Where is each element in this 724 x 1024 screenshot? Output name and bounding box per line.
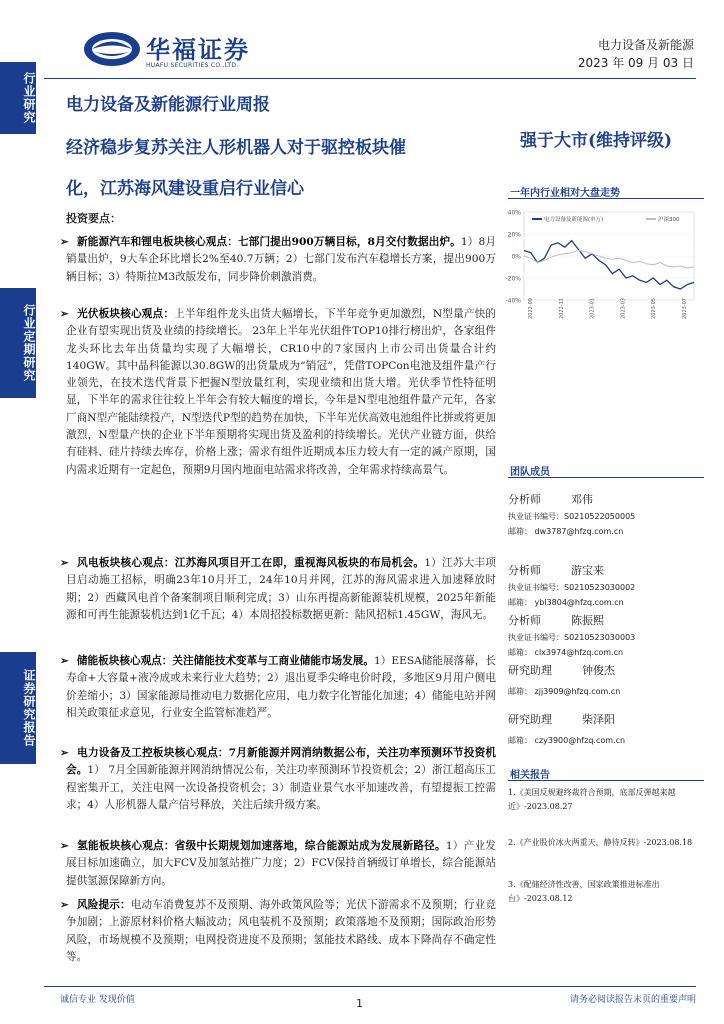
- related-report-item[interactable]: 3.《配储经济性改善，国家政策推进标准出台》-2023.08.12: [508, 880, 660, 903]
- chart-ytick-label: 40%: [507, 209, 521, 217]
- chart-ytick-label: 20%: [507, 231, 521, 239]
- member-role: 分析师: [508, 564, 541, 577]
- rating-badge: 强于大市(维持评级): [520, 131, 673, 151]
- chart-xtick-label: 2022-09: [528, 298, 534, 319]
- team-member: [508, 612, 698, 658]
- paragraph-body: 1） 7月全国新能源并网消纳情况公布，关注功率预测环节投资机会；2）浙江超高压工程密集开工，关注电网一次设备投资机会；3）制造业景气水平加速改善，有望提振工控需求；4）人形机器人量产信号释放，关注后续升级方案。: [66, 764, 497, 811]
- chart-series-line: [524, 251, 694, 269]
- chart-ytick-label: -20%: [505, 275, 521, 283]
- member-email[interactable]: 邮箱： dw3787@hfzq.com.cn: [508, 527, 624, 536]
- footer-disclaimer: 请务必阅读报告末页的重要声明: [569, 995, 696, 1005]
- header-industry: 电力设备及新能源: [597, 38, 694, 52]
- member-name: 游宝来: [571, 564, 604, 577]
- paragraph-body: 1）产业发展目标加速确立，加大FCV及加氢站推广力度；2）FCV保持首辆级订单增长，综合能源站提供氢源保障新方向。: [66, 840, 496, 887]
- related-report-item[interactable]: 2.《产业股价冰火两重天，静待反转》-2023.08.18: [508, 838, 693, 847]
- paragraph-body: 1）8月销量出炉，9大车企环比增长2%至40.7万辆；2）七部门发布汽车稳增长方案，提出900万辆目标；3）特斯拉M3改版发布，同步降价刺激消费。: [66, 236, 497, 283]
- team-member: [508, 491, 698, 537]
- member-name: 钟俊杰: [582, 664, 615, 677]
- footer-divider: [44, 986, 696, 987]
- team-member: [508, 562, 698, 608]
- paragraph-body: 上半年组件龙头出货大幅增长，下半年竞争更加激烈，N型量产快的企业有望实现出货及业绩的持续增长。 23年上半年光伏组件TOP10排行榜出炉，各家组件龙头环比去年出货量均实现了大幅增长，CR10中的7家国内上市公司出货量合计约140GW。其中晶科能源以30.8GW的出货量成为“销冠”，凭借TOPCon电池及组件量产行业领先，在技术迭代背景下把握N型放量红利，实现业绩和出货大增。光伏季节性特征明显，下半年的需求往往较上半年会有较大幅度的增长，今年是N型电池组件量产元年，各家厂商N型产能陆续投产，N型迭代P型的趋势在加快，下半年光伏高效电池组件比拼或将更加激烈，N型量产快的企业下半年预期将实现出货及盈利的持续增长。光伏产业链方面，供给有硅料、硅片持续去库存，价格上涨；需求有组件近期成本压力较大有一定的减产原期，国内需求近期有一定起色，预期9月国内地面电站需求将改善，全年需求持续高景气。: [66, 308, 496, 476]
- chart-xtick-label: 2022-11: [558, 298, 565, 319]
- chart-series-line: [524, 241, 694, 289]
- logo-name: 华福证券: [146, 36, 250, 64]
- member-email[interactable]: 邮箱： ybl3804@hfzq.com.cn: [508, 598, 624, 607]
- page-number: 1: [356, 997, 363, 1010]
- related-reports-divider: [508, 780, 704, 781]
- paragraph-pv: [60, 306, 496, 479]
- member-name: 陈振熙: [571, 614, 604, 627]
- member-name: 邓伟: [571, 493, 593, 506]
- chart-ytick-label: 0%: [511, 253, 521, 261]
- paragraph-body: 1）EESA储能展落幕，长寿命+大容量+液冷成或未来行业大趋势；2）退出夏季尖峰电价时段，多地区9月用户侧电价差缩小；3）国家能源局推动电力数据化应用，电力数字化智能化加速；4）储能电站并网相关政策征求意见，行业安全监管标准趋严。: [66, 655, 496, 719]
- arrow-icon: ➢: [60, 840, 69, 852]
- paragraph-lead: 氢能板块核心观点：省级中长期规划加速落地，综合能源站成为发展新路径。: [76, 840, 446, 852]
- report-subtitle-line2: 化，江苏海风建设重启行业信心: [66, 179, 304, 199]
- arrow-icon: ➢: [60, 747, 69, 759]
- team-member: [508, 662, 698, 697]
- team-divider: [508, 477, 704, 478]
- paragraph-power-equipment: [60, 745, 497, 814]
- arrow-icon: ➢: [60, 899, 69, 911]
- chart-xtick-label: 2023-05: [651, 298, 658, 319]
- member-license: 执业证书编号：S0210523030002: [508, 583, 636, 592]
- member-role: 研究助理: [508, 664, 552, 677]
- report-title: 电力设备及新能源行业周报: [66, 95, 270, 115]
- chart-legend-label: 电力设备及新能源(申万): [544, 217, 604, 223]
- sidebar-tab-periodic-research: 行业定期研究: [0, 288, 36, 398]
- sidebar-tab-industry-research: 行业研究: [0, 62, 36, 134]
- chart-xtick-label: 2023-03: [620, 298, 627, 319]
- paragraph-lead: 电力设备及工控板块核心观点：7月新能源并网消纳数据公布，关注功率预测环节投资机会。: [66, 747, 496, 777]
- logo-subtitle: HUAFU SECURITIES CO.,LTD.: [146, 62, 239, 69]
- related-reports-heading: 相关报告: [510, 770, 550, 781]
- chart-xtick-label: 2023-01: [589, 298, 596, 319]
- member-license: 执业证书编号：S0210523030003: [508, 633, 636, 642]
- chart-section-divider: [508, 198, 704, 199]
- member-role: 分析师: [508, 614, 541, 627]
- paragraph-ev-battery: [60, 234, 497, 286]
- paragraph-body: 电动车消费复苏不及预期、海外政策风险等；光伏下游需求不及预期；行业竞争加剧；上游原材料价格大幅波动；风电装机不及预期；政策落地不及预期；国际政治形势风险，市场规模不及预期；电网投资进度不及预期；氢能技术路线、成本下降尚存不确定性等。: [66, 899, 497, 963]
- member-role: 分析师: [508, 493, 541, 506]
- team-member: [508, 711, 698, 746]
- paragraph-risk: [60, 897, 497, 966]
- chart-section-title: 一年内行业相对大盘走势: [510, 188, 620, 199]
- sidebar-tab-securities-report: 证券研究报告: [0, 652, 36, 764]
- investment-heading: 投资要点：: [66, 212, 121, 225]
- left-sidebar: [0, 0, 38, 1024]
- related-report-item[interactable]: 1.《美国反规避终裁符合预期，底部反弹越来越近》-2023.08.27: [508, 788, 676, 811]
- paragraph-lead: 风险提示：: [76, 899, 131, 911]
- member-name: 柴泽阳: [582, 713, 615, 726]
- arrow-icon: ➢: [60, 557, 69, 569]
- member-email[interactable]: 邮箱： clx3974@hfzq.com.cn: [508, 648, 624, 657]
- paragraph-storage: [60, 653, 496, 722]
- header-divider: [44, 78, 696, 79]
- paragraph-lead: 储能板块核心观点：关注储能技术变革与工商业储能市场发展。: [76, 655, 374, 667]
- member-role: 研究助理: [508, 713, 552, 726]
- chart-xtick-label: 2023-07: [682, 298, 688, 319]
- chart-legend-label: 沪深300: [658, 217, 680, 223]
- member-email[interactable]: 邮箱： czy3900@hfzq.com.cn: [508, 736, 626, 745]
- paragraph-lead: 新能源汽车和锂电板块核心观点：七部门提出900万辆目标，8月交付数据出炉。: [76, 236, 461, 248]
- huafu-logo-icon: [82, 30, 142, 68]
- header-date: 2023 年 09 月 03 日: [577, 56, 694, 70]
- paragraph-wind: [60, 555, 496, 624]
- member-license: 执业证书编号：S0210522050005: [508, 512, 636, 521]
- team-heading: 团队成员: [510, 467, 550, 478]
- footer-slogan: 诚信专业 发现价值: [60, 995, 135, 1005]
- member-email[interactable]: 邮箱： zjj3909@hfzq.com.cn: [508, 687, 621, 696]
- arrow-icon: ➢: [60, 655, 69, 667]
- report-subtitle-line1: 经济稳步复苏关注人形机器人对于驱控板块催: [66, 138, 406, 158]
- arrow-icon: ➢: [60, 236, 69, 248]
- paragraph-body: 1）江苏大丰项目启动施工招标，明确23年10月开工，24年10月并网，江苏的海风需求进入加速释放时期；2）西藏风电首个备案制项目顺利完成；3）山东再提高新能源装机规模，2025年新能源和可再生能源装机达到1亿千瓦；4）本周招投标数据更新：陆风招标1.45GW，海风无。: [66, 557, 496, 621]
- relative-performance-chart: [500, 204, 704, 319]
- paragraph-lead: 光伏板块核心观点：: [76, 308, 175, 320]
- paragraph-lead: 风电板块核心观点：江苏海风项目开工在即，重视海风板块的布局机会。: [76, 557, 425, 569]
- arrow-icon: ➢: [60, 308, 69, 320]
- paragraph-hydrogen: [60, 838, 496, 890]
- chart-ytick-label: -40%: [505, 297, 521, 305]
